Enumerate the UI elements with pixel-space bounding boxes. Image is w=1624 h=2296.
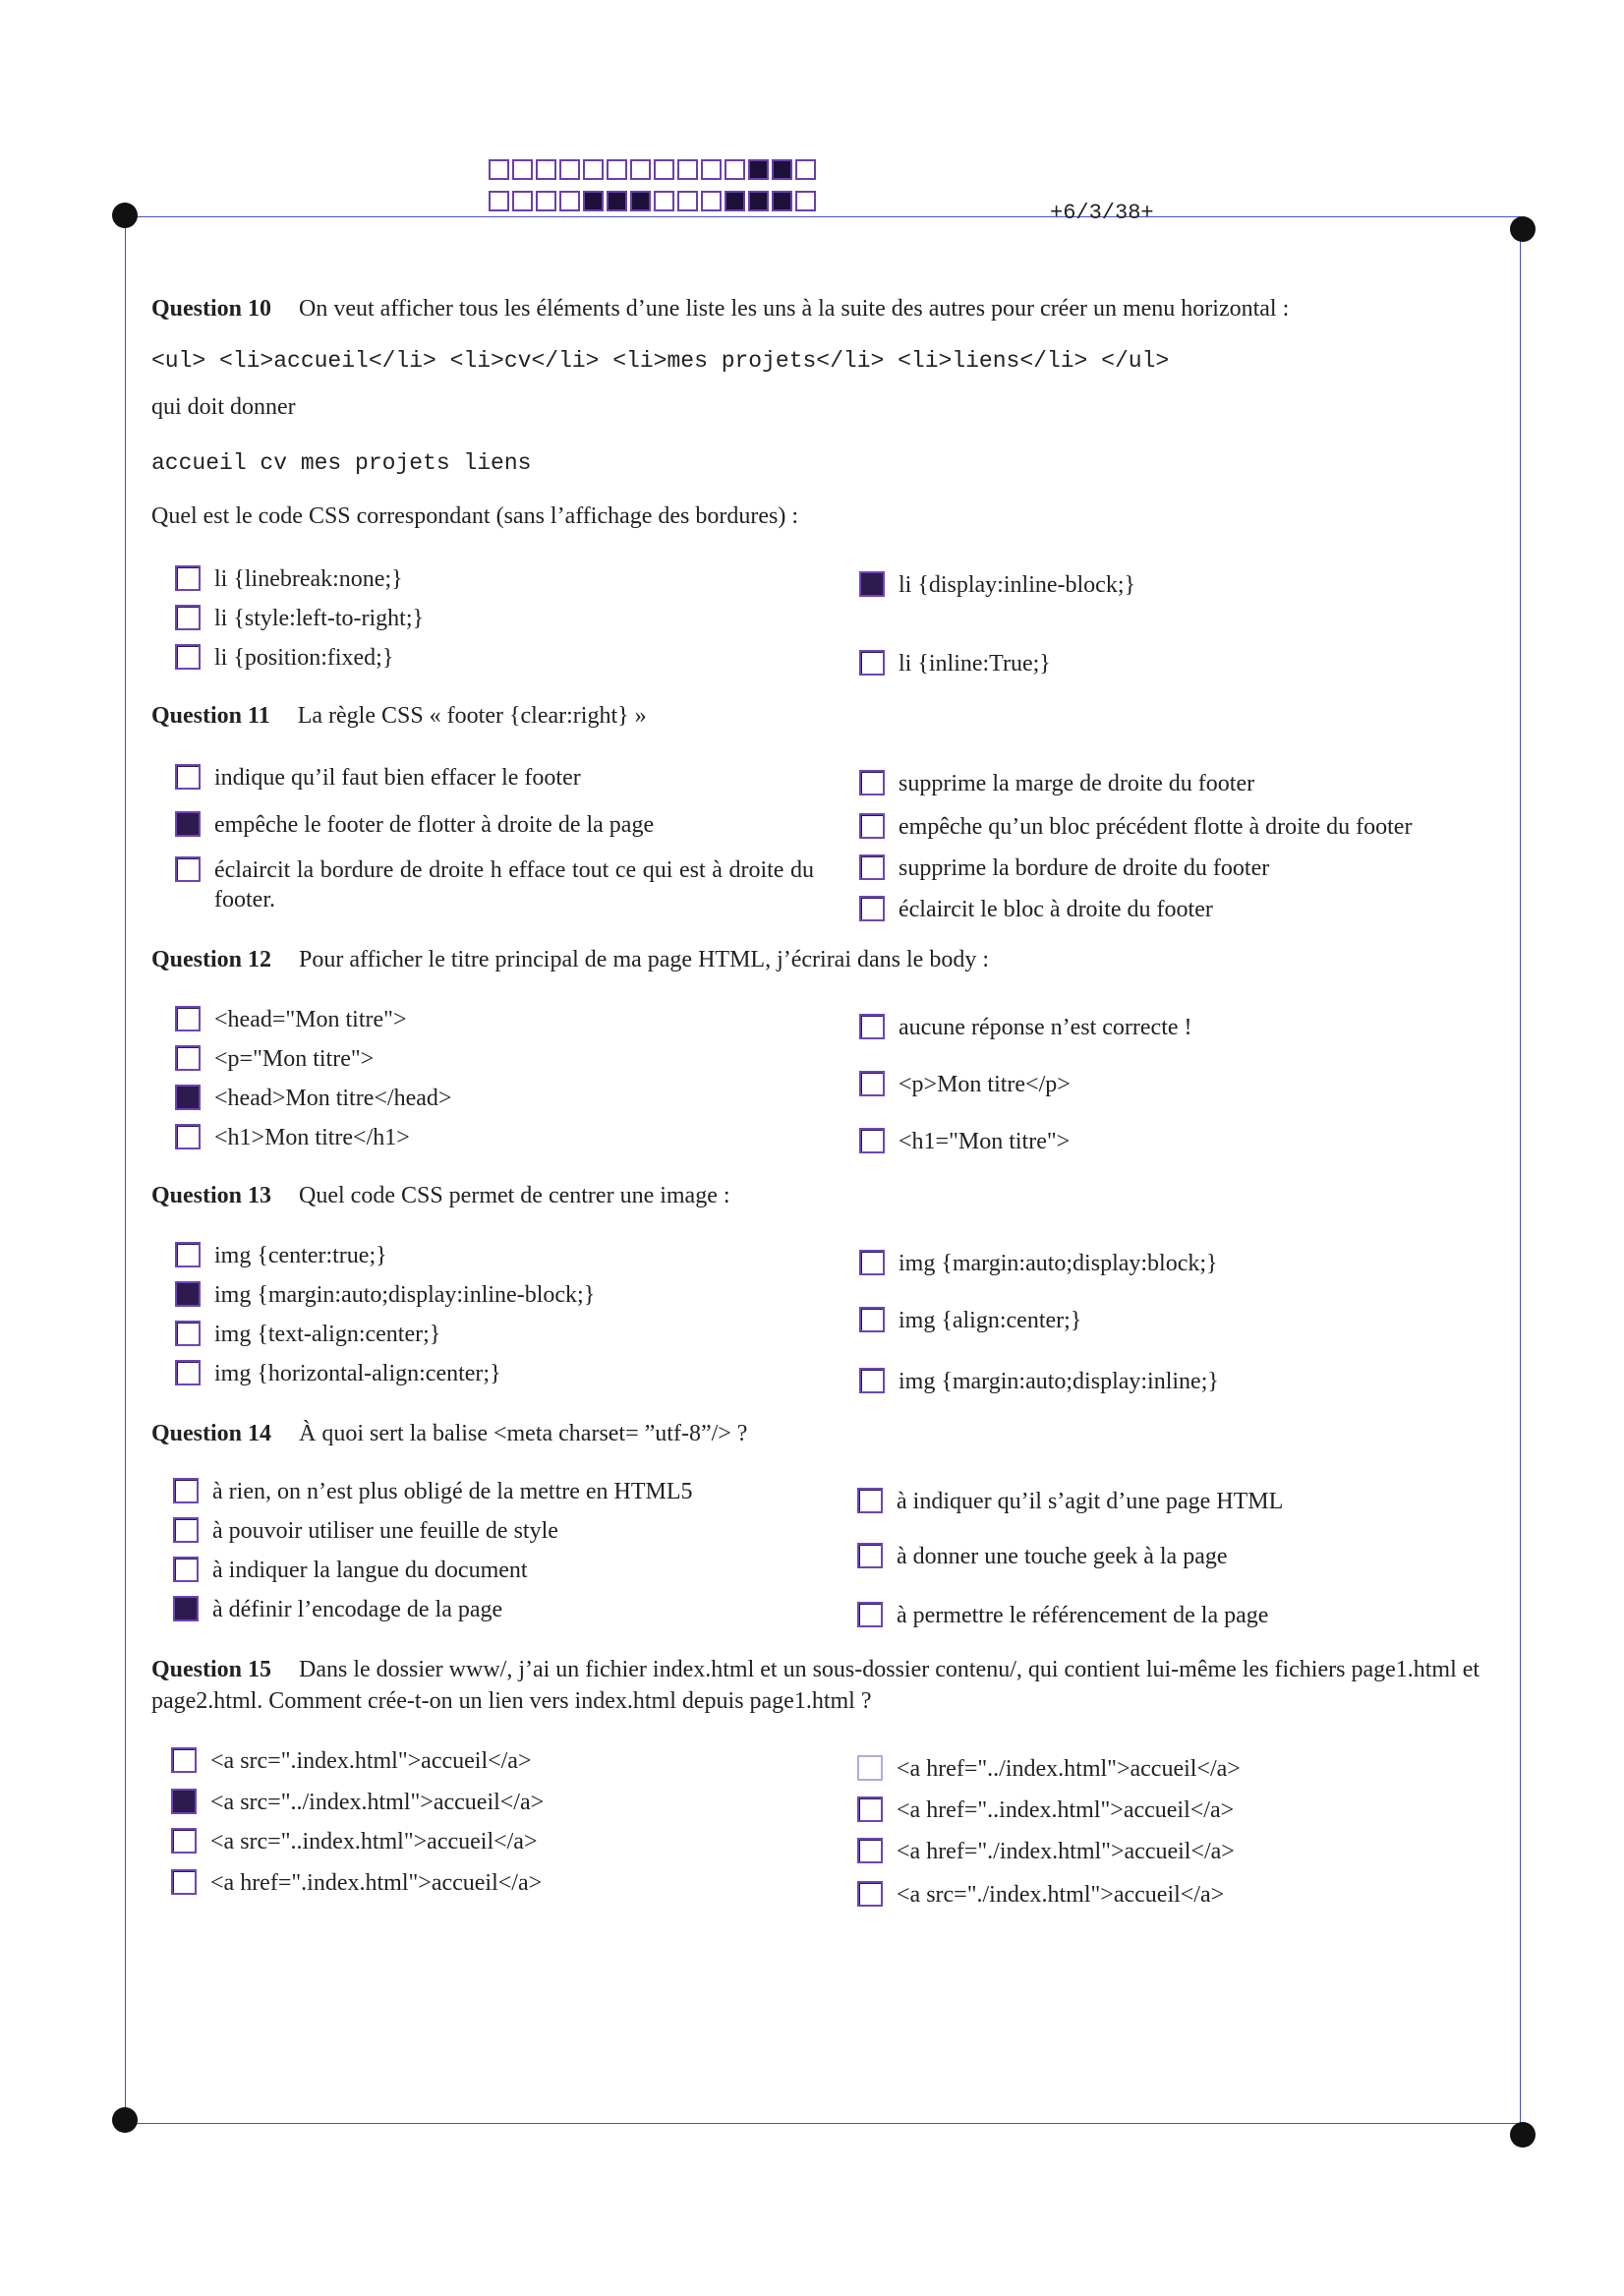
answer-option[interactable] bbox=[175, 810, 654, 840]
code-cell bbox=[559, 191, 580, 211]
answer-option[interactable] bbox=[859, 1013, 1192, 1042]
option-label: supprime la marge de droite du footer bbox=[899, 771, 1255, 796]
checkbox[interactable] bbox=[175, 1124, 201, 1149]
option-label: à donner une touche geek à la page bbox=[897, 1544, 1228, 1569]
answer-option[interactable] bbox=[859, 649, 1051, 678]
answer-option[interactable] bbox=[859, 1127, 1070, 1156]
option-label: <a href="..index.html">accueil</a> bbox=[897, 1797, 1235, 1823]
code-cell bbox=[677, 159, 698, 180]
checkbox[interactable] bbox=[857, 1838, 883, 1863]
answer-option[interactable] bbox=[859, 812, 1412, 842]
question-number: Question 10 bbox=[151, 296, 272, 322]
option-label: <a src="../index.html">accueil</a> bbox=[210, 1790, 545, 1815]
answer-option[interactable] bbox=[175, 1044, 374, 1074]
answer-option[interactable] bbox=[173, 1477, 693, 1506]
answer-option[interactable] bbox=[175, 564, 403, 594]
question-number: Question 13 bbox=[151, 1183, 272, 1208]
option-label: <p="Mon titre"> bbox=[214, 1046, 375, 1072]
code-cell bbox=[654, 159, 674, 180]
answer-option[interactable] bbox=[857, 1542, 1228, 1571]
checkbox[interactable] bbox=[175, 1006, 201, 1031]
answer-option[interactable] bbox=[175, 1241, 387, 1270]
option-label: li {inline:True;} bbox=[899, 651, 1051, 677]
checkbox[interactable] bbox=[859, 1250, 885, 1275]
code-cell bbox=[559, 159, 580, 180]
answer-option[interactable] bbox=[857, 1487, 1283, 1516]
answer-option[interactable] bbox=[175, 1320, 440, 1349]
option-label: à pouvoir utiliser une feuille de style bbox=[212, 1518, 558, 1544]
option-label: aucune réponse n’est correcte ! bbox=[899, 1015, 1192, 1040]
question-prompt: La règle CSS « footer {clear:right} » bbox=[297, 703, 647, 729]
checkbox[interactable] bbox=[175, 1045, 201, 1071]
answer-option[interactable] bbox=[175, 763, 581, 793]
option-label: li {position:fixed;} bbox=[214, 645, 394, 671]
code-cell bbox=[536, 191, 556, 211]
checkbox[interactable] bbox=[859, 1071, 885, 1096]
code-cell bbox=[654, 191, 674, 211]
code-cell bbox=[725, 191, 745, 211]
option-label: à indiquer la langue du document bbox=[212, 1558, 528, 1583]
code-cell bbox=[772, 191, 792, 211]
option-label: img {margin:auto;display:inline;} bbox=[899, 1369, 1219, 1394]
answer-option[interactable] bbox=[171, 1788, 544, 1817]
option-label: li {style:left-to-right;} bbox=[214, 606, 424, 631]
question-15 bbox=[151, 1654, 1498, 1717]
code-cell bbox=[725, 159, 745, 180]
answer-option[interactable] bbox=[857, 1880, 1224, 1910]
option-label: img {text-align:center;} bbox=[214, 1322, 441, 1347]
option-label: <head>Mon titre</head> bbox=[214, 1086, 452, 1111]
checkbox[interactable] bbox=[859, 1128, 885, 1153]
question-prompt: On veut afficher tous les éléments d’une liste les uns à la suite des autres pour créer un menu horizontal : bbox=[299, 296, 1290, 322]
code-cell bbox=[701, 159, 722, 180]
answer-option[interactable] bbox=[175, 643, 393, 673]
checkbox[interactable] bbox=[175, 764, 201, 790]
option-label: éclaircit le bloc à droite du footer bbox=[899, 897, 1213, 922]
question-12 bbox=[151, 944, 1498, 975]
question-number: Question 11 bbox=[151, 703, 270, 729]
checkbox[interactable] bbox=[857, 1602, 883, 1627]
answer-option[interactable] bbox=[171, 1827, 538, 1856]
option-label: img {horizontal-align:center;} bbox=[214, 1361, 501, 1386]
question-prompt: Pour afficher le titre principal de ma page HTML, j’écrirai dans le body : bbox=[299, 947, 989, 972]
answer-option[interactable] bbox=[859, 570, 1135, 600]
id-code-row-2 bbox=[489, 191, 819, 214]
option-label: li {linebreak:none;} bbox=[214, 566, 403, 592]
corner-marker-bottom-left bbox=[112, 2107, 138, 2133]
question-14 bbox=[151, 1418, 1498, 1449]
page-id: +6/3/38+ bbox=[1050, 201, 1154, 225]
checkbox[interactable] bbox=[173, 1478, 199, 1503]
code-cell bbox=[748, 191, 769, 211]
answer-option[interactable] bbox=[175, 1280, 595, 1310]
checkbox-checked[interactable] bbox=[171, 1789, 197, 1814]
code-cell bbox=[512, 191, 533, 211]
code-cell bbox=[772, 159, 792, 180]
answer-option[interactable] bbox=[857, 1837, 1235, 1866]
option-label: <head="Mon titre"> bbox=[214, 1007, 407, 1032]
checkbox[interactable] bbox=[859, 813, 885, 839]
option-label: <h1>Mon titre</h1> bbox=[214, 1125, 410, 1150]
code-cell bbox=[748, 159, 769, 180]
option-label: à définir l’encodage de la page bbox=[212, 1597, 503, 1622]
checkbox[interactable] bbox=[859, 1368, 885, 1393]
checkbox[interactable] bbox=[857, 1755, 883, 1781]
code-cell bbox=[795, 191, 816, 211]
checkbox[interactable] bbox=[171, 1747, 197, 1773]
code-cell bbox=[607, 191, 627, 211]
option-label: à rien, on n’est plus obligé de la mettre en HTML5 bbox=[212, 1479, 693, 1504]
code-cell bbox=[489, 191, 509, 211]
code-cell bbox=[630, 159, 651, 180]
answer-option[interactable] bbox=[857, 1754, 1241, 1784]
checkbox[interactable] bbox=[859, 1307, 885, 1332]
code-cell bbox=[630, 191, 651, 211]
code-cell bbox=[512, 159, 533, 180]
checkbox[interactable] bbox=[175, 605, 201, 630]
answer-option[interactable] bbox=[173, 1595, 502, 1624]
answer-option[interactable] bbox=[859, 1306, 1081, 1335]
answer-option[interactable] bbox=[857, 1796, 1234, 1825]
checkbox[interactable] bbox=[175, 1242, 201, 1267]
checkbox[interactable] bbox=[171, 1869, 197, 1895]
checkbox[interactable] bbox=[175, 644, 201, 670]
expected-result: accueil cv mes projets liens bbox=[151, 450, 532, 476]
corner-marker-top-right bbox=[1510, 216, 1536, 242]
option-label: éclaircit la bordure de droite h efface tout ce qui est à droite du footer. bbox=[214, 857, 814, 913]
checkbox-checked[interactable] bbox=[859, 571, 885, 597]
option-label: empêche qu’un bloc précédent flotte à droite du footer bbox=[899, 814, 1413, 840]
code-cell bbox=[677, 191, 698, 211]
answer-option[interactable] bbox=[859, 1367, 1219, 1396]
corner-marker-bottom-right bbox=[1510, 2122, 1536, 2148]
answer-option[interactable] bbox=[175, 855, 814, 914]
code-cell bbox=[536, 159, 556, 180]
question-13 bbox=[151, 1180, 1498, 1211]
option-label: <a href=".index.html">accueil</a> bbox=[210, 1870, 543, 1896]
checkbox[interactable] bbox=[175, 1321, 201, 1346]
answer-option[interactable] bbox=[171, 1868, 542, 1898]
question-prompt: À quoi sert la balise <meta charset= ”utf-8”/> ? bbox=[299, 1421, 748, 1446]
checkbox-checked[interactable] bbox=[175, 1281, 201, 1307]
answer-option[interactable] bbox=[173, 1516, 558, 1546]
checkbox[interactable] bbox=[857, 1488, 883, 1513]
checkbox[interactable] bbox=[175, 565, 201, 591]
option-label: <a href="../index.html">accueil</a> bbox=[897, 1756, 1241, 1782]
answer-option[interactable] bbox=[175, 1084, 451, 1113]
question-prompt: Quel code CSS permet de centrer une image : bbox=[299, 1183, 730, 1208]
checkbox[interactable] bbox=[859, 650, 885, 676]
checkbox[interactable] bbox=[859, 854, 885, 880]
question-text: Quel est le code CSS correspondant (sans l’affichage des bordures) : bbox=[151, 503, 799, 529]
option-label: <a src=".index.html">accueil</a> bbox=[210, 1748, 532, 1774]
checkbox-checked[interactable] bbox=[175, 811, 201, 837]
option-label: <p>Mon titre</p> bbox=[899, 1072, 1071, 1097]
answer-option[interactable] bbox=[859, 1249, 1218, 1278]
checkbox[interactable] bbox=[857, 1881, 883, 1907]
checkbox[interactable] bbox=[859, 1014, 885, 1039]
option-label: supprime la bordure de droite du footer bbox=[899, 855, 1270, 881]
option-label: <a href="./index.html">accueil</a> bbox=[897, 1839, 1235, 1864]
answer-option[interactable] bbox=[859, 854, 1269, 883]
option-label: à indiquer qu’il s’agit d’une page HTML bbox=[897, 1489, 1284, 1514]
code-cell bbox=[701, 191, 722, 211]
option-label: li {display:inline-block;} bbox=[899, 572, 1136, 598]
answer-option[interactable] bbox=[175, 1005, 407, 1034]
checkbox[interactable] bbox=[857, 1796, 883, 1822]
option-label: img {margin:auto;display:inline-block;} bbox=[214, 1282, 596, 1308]
answer-option[interactable] bbox=[175, 1123, 410, 1152]
checkbox[interactable] bbox=[175, 856, 201, 882]
checkbox[interactable] bbox=[859, 896, 885, 921]
answer-option[interactable] bbox=[857, 1601, 1268, 1630]
answer-option[interactable] bbox=[859, 895, 1213, 924]
option-label: indique qu’il faut bien effacer le footer bbox=[214, 765, 581, 791]
code-cell bbox=[583, 159, 604, 180]
option-label: img {center:true;} bbox=[214, 1243, 387, 1268]
code-cell bbox=[583, 191, 604, 211]
question-number: Question 14 bbox=[151, 1421, 272, 1446]
question-number: Question 12 bbox=[151, 947, 272, 972]
answer-option[interactable] bbox=[173, 1556, 528, 1585]
checkbox-checked[interactable] bbox=[173, 1596, 199, 1621]
checkbox-checked[interactable] bbox=[175, 1085, 201, 1110]
option-label: à permettre le référencement de la page bbox=[897, 1603, 1269, 1628]
answer-option[interactable] bbox=[175, 604, 424, 633]
question-10 bbox=[151, 293, 1498, 529]
code-sample: <ul> <li>accueil</li> <li>cv</li> <li>mes projets</li> <li>liens</li> </ul> bbox=[151, 348, 1170, 374]
checkbox[interactable] bbox=[175, 1360, 201, 1385]
option-label: img {align:center;} bbox=[899, 1308, 1082, 1333]
code-cell bbox=[489, 159, 509, 180]
option-label: empêche le footer de flotter à droite de la page bbox=[214, 812, 655, 838]
checkbox[interactable] bbox=[173, 1557, 199, 1582]
question-11 bbox=[151, 700, 1498, 732]
answer-option[interactable] bbox=[859, 1070, 1071, 1099]
checkbox[interactable] bbox=[173, 1517, 199, 1543]
option-label: <a src="..index.html">accueil</a> bbox=[210, 1829, 538, 1854]
id-code-row-1 bbox=[489, 159, 819, 183]
question-prompt: Dans le dossier www/, j’ai un fichier index.html et un sous-dossier contenu/, qui contient lui-même les fichiers page1.html et page2.html. Comment crée-t-on un lien vers index.html depuis page1.html ? bbox=[151, 1657, 1480, 1714]
result-intro: qui doit donner bbox=[151, 394, 296, 420]
answer-option[interactable] bbox=[859, 769, 1254, 798]
option-label: img {margin:auto;display:block;} bbox=[899, 1251, 1218, 1276]
question-number: Question 15 bbox=[151, 1657, 272, 1682]
checkbox[interactable] bbox=[857, 1543, 883, 1568]
checkbox[interactable] bbox=[859, 770, 885, 795]
checkbox[interactable] bbox=[171, 1828, 197, 1854]
answer-option[interactable] bbox=[171, 1746, 532, 1776]
answer-option[interactable] bbox=[175, 1359, 501, 1388]
corner-marker-top-left bbox=[112, 203, 138, 228]
code-cell bbox=[607, 159, 627, 180]
code-cell bbox=[795, 159, 816, 180]
option-label: <a src="./index.html">accueil</a> bbox=[897, 1882, 1225, 1908]
option-label: <h1="Mon titre"> bbox=[899, 1129, 1071, 1154]
